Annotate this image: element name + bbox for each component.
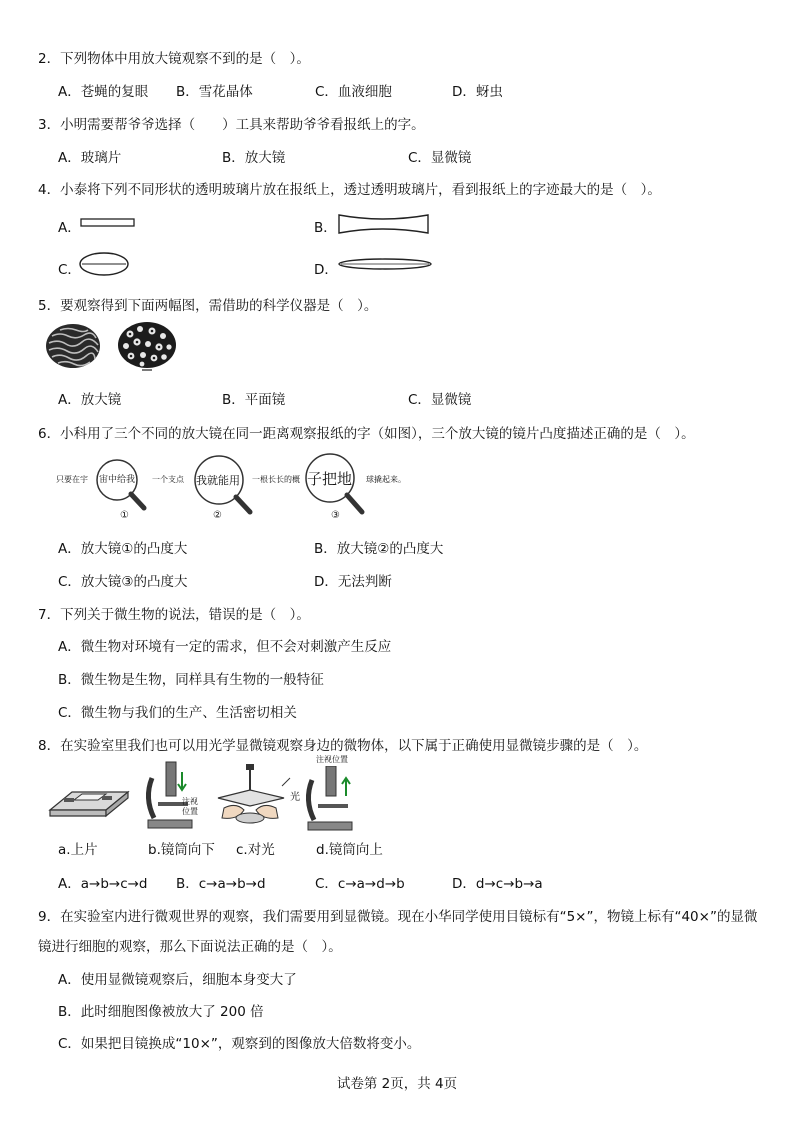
q6-label-1: ① bbox=[120, 510, 129, 521]
q8-watch-label-1: 注视 bbox=[182, 797, 198, 806]
q5-stem: 5．要观察得到下面两幅图，需借助的科学仪器是（ ）。 bbox=[38, 298, 378, 314]
q8-watch-position-label: 注视位置 bbox=[316, 755, 348, 764]
q2-option-b: B．雪花晶体 bbox=[176, 84, 253, 100]
q8-option-d: D．d→c→b→a bbox=[452, 876, 543, 892]
q6-option-b: B．放大镜②的凸度大 bbox=[314, 541, 444, 557]
magnifier-1-text: 宙中给我 bbox=[99, 475, 136, 485]
q9-option-a: A．使用显微镜观察后，细胞本身变大了 bbox=[58, 972, 297, 988]
q2-stem: 2．下列物体中用放大镜观察不到的是（ ）。 bbox=[38, 51, 310, 67]
q7-option-a: A．微生物对环境有一定的需求，但不会对刺激产生反应 bbox=[58, 639, 392, 655]
q8-position-label-1: 位置 bbox=[182, 807, 198, 816]
q3-option-b: B．放大镜 bbox=[222, 150, 286, 166]
q8-microscope-figure bbox=[46, 755, 366, 838]
q6-text-after: 球撬起来。 bbox=[366, 475, 406, 484]
thick-convex-lens-icon bbox=[78, 251, 130, 277]
q6-option-d: D．无法判断 bbox=[314, 574, 392, 590]
page-footer: 试卷第 2页，共 4页 bbox=[336, 1076, 458, 1092]
q6-option-c: C．放大镜③的凸度大 bbox=[58, 574, 188, 590]
thin-convex-lens-icon bbox=[336, 255, 434, 273]
q8-option-b: B．c→a→b→d bbox=[176, 876, 266, 892]
slide-stage-icon bbox=[46, 780, 132, 828]
q4-option-b: B． bbox=[314, 220, 337, 236]
microscope-up-icon bbox=[300, 766, 366, 836]
q8-light-label: 光 bbox=[290, 792, 300, 803]
magnified-texture-image bbox=[44, 322, 102, 370]
q8-option-a: A．a→b→c→d bbox=[58, 876, 148, 892]
q8-caption-c: c.对光 bbox=[236, 842, 275, 858]
q8-stem: 8．在实验室里我们也可以用光学显微镜观察身边的微物体，以下属于正确使用显微镜步骤的是（ ）。 bbox=[38, 738, 648, 754]
q7-option-c: C．微生物与我们的生产、生活密切相关 bbox=[58, 705, 297, 721]
q5-option-c: C．显微镜 bbox=[408, 392, 472, 408]
magnifier-1-icon bbox=[86, 456, 156, 514]
q4-option-d: D． bbox=[314, 262, 338, 278]
q3-option-c: C．显微镜 bbox=[408, 150, 472, 166]
q9-option-c: C．如果把目镜换成“10×”，观察到的图像放大倍数将变小。 bbox=[58, 1036, 421, 1052]
microscope-cell-image bbox=[116, 320, 178, 372]
q5-option-b: B．平面镜 bbox=[222, 392, 286, 408]
q9-stem-line1: 9．在实验室内进行微观世界的观察，我们需要用到显微镜。现在小华同学使用目镜标有“5×”，物镜上标有“40×”的显微 bbox=[38, 909, 758, 925]
q5-option-a: A．放大镜 bbox=[58, 392, 122, 408]
q6-text-mid2: 一根长长的概 bbox=[252, 475, 300, 484]
q8-caption-a: a.上片 bbox=[58, 842, 98, 858]
q7-option-b: B．微生物是生物，同样具有生物的一般特征 bbox=[58, 672, 324, 688]
magnifier-2-text: 我就能用 bbox=[196, 474, 240, 487]
q9-option-b: B．此时细胞图像被放大了 200 倍 bbox=[58, 1004, 264, 1020]
q6-text-before: 只要在宇 bbox=[56, 475, 88, 484]
adjust-light-icon bbox=[210, 762, 294, 834]
q6-magnifier-figure bbox=[56, 452, 416, 524]
concave-lens-icon bbox=[336, 213, 432, 235]
q2-option-a: A．苍蝇的复眼 bbox=[58, 84, 149, 100]
q4-option-c: C． bbox=[58, 262, 81, 278]
q6-label-2: ② bbox=[213, 510, 222, 521]
magnifier-3-text: 子把地 bbox=[307, 470, 353, 488]
q4-option-a: A． bbox=[58, 220, 81, 236]
q8-caption-d: d.镜筒向上 bbox=[316, 842, 383, 858]
flat-glass-icon bbox=[80, 217, 136, 229]
q6-text-mid1: 一个支点 bbox=[152, 475, 184, 484]
q6-label-3: ③ bbox=[331, 510, 340, 521]
q6-stem: 6．小科用了三个不同的放大镜在同一距离观察报纸的字（如图），三个放大镜的镜片凸度描述正确的是（ ）。 bbox=[38, 426, 695, 442]
q3-stem: 3．小明需要帮爷爷选择（ ）工具来帮助爷爷看报纸上的字。 bbox=[38, 117, 425, 133]
q3-option-a: A．玻璃片 bbox=[58, 150, 122, 166]
q2-option-d: D．蚜虫 bbox=[452, 84, 503, 100]
q6-option-a: A．放大镜①的凸度大 bbox=[58, 541, 188, 557]
q7-stem: 7．下列关于微生物的说法，错误的是（ ）。 bbox=[38, 607, 310, 623]
q9-stem-line2: 镜进行细胞的观察，那么下面说法正确的是（ ）。 bbox=[38, 939, 342, 955]
q8-option-c: C．c→a→d→b bbox=[315, 876, 405, 892]
q8-caption-b: b.镜筒向下 bbox=[148, 842, 215, 858]
q4-stem: 4．小泰将下列不同形状的透明玻璃片放在报纸上，透过透明玻璃片，看到报纸上的字迹最大的是（ ）。 bbox=[38, 182, 661, 198]
q2-option-c: C．血液细胞 bbox=[315, 84, 392, 100]
